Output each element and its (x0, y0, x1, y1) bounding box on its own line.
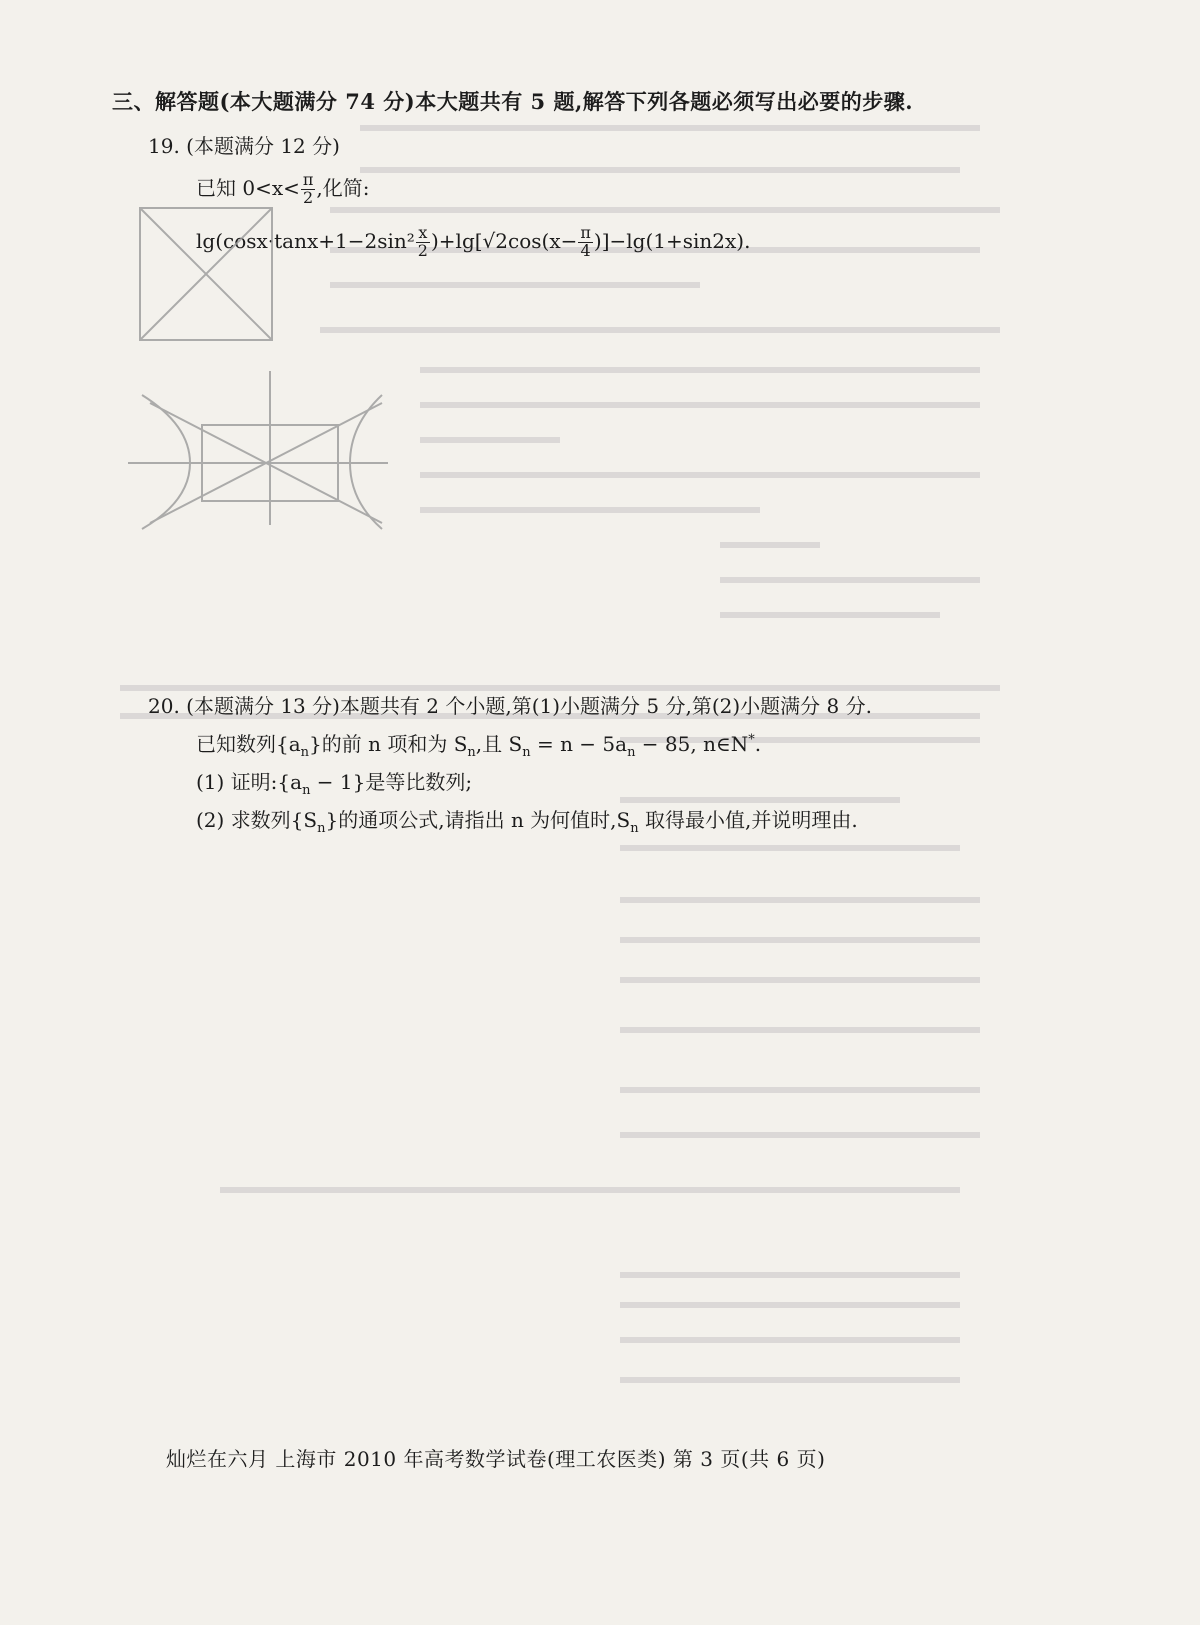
question-20-part-1 (196, 766, 472, 798)
page-footer: 灿烂在六月 上海市 2010 年高考数学试卷(理工农医类) 第 3 页(共 6 页) (166, 1447, 826, 1471)
square-figure (128, 190, 298, 355)
question-20-given (196, 728, 761, 760)
given-text-3: ,且 S (475, 732, 523, 756)
part-1-text-a: (1) 证明:{a (196, 770, 303, 794)
expr-part-3: )]−lg(1+sin2x). (593, 228, 751, 253)
condition-text: 已知 0<x< (196, 176, 300, 200)
subscript-n: n (630, 821, 639, 836)
part-2-text-b: }的通项公式,请指出 n 为何值时,S (325, 808, 631, 832)
denominator: 2 (303, 188, 314, 207)
numerator: π (580, 223, 591, 242)
part-2-text-a: (2) 求数列{S (196, 808, 318, 832)
fraction-pi-over-2 (301, 172, 316, 207)
superscript-star: * (748, 732, 755, 748)
expr-part-1: lg(cosx·tanx+1−2sin² (196, 228, 415, 253)
subscript-n: n (317, 821, 326, 836)
subscript-n: n (302, 783, 311, 798)
given-text-5: − 85, n∈N (635, 732, 749, 756)
part-1-text-b: − 1}是等比数列; (310, 770, 473, 794)
fraction-pi-over-4 (578, 225, 593, 260)
question-19-title: 19. (本题满分 12 分) (148, 134, 340, 158)
denominator: 4 (580, 240, 591, 260)
numerator: x (416, 225, 430, 243)
condition-suffix: ,化简: (316, 176, 370, 200)
question-20-title: 20. (本题满分 13 分)本题共有 2 个小题,第(1)小题满分 5 分,第(2)小题满分 8 分. (148, 694, 872, 718)
subscript-n: n (300, 745, 310, 760)
denominator: 2 (417, 240, 428, 260)
given-text-2: }的前 n 项和为 S (309, 732, 468, 756)
section-header: 三、解答题(本大题满分 74 分)本大题共有 5 题,解答下列各题必须写出必要的步骤. (112, 89, 914, 114)
question-20-part-2 (196, 804, 858, 836)
subscript-n: n (627, 745, 636, 760)
given-text-1: 已知数列{a (196, 732, 301, 756)
period: . (754, 732, 762, 756)
hyperbola-figure (120, 365, 400, 530)
expr-part-2: )+lg[√2cos(x− (430, 228, 578, 253)
part-2-text-c: 取得最小值,并说明理由. (638, 808, 858, 832)
subscript-n: n (522, 745, 531, 760)
numerator: π (302, 170, 314, 190)
subscript-n: n (467, 745, 476, 760)
fraction-x-over-2 (416, 225, 430, 260)
given-text-4: = n − 5a (530, 732, 628, 756)
